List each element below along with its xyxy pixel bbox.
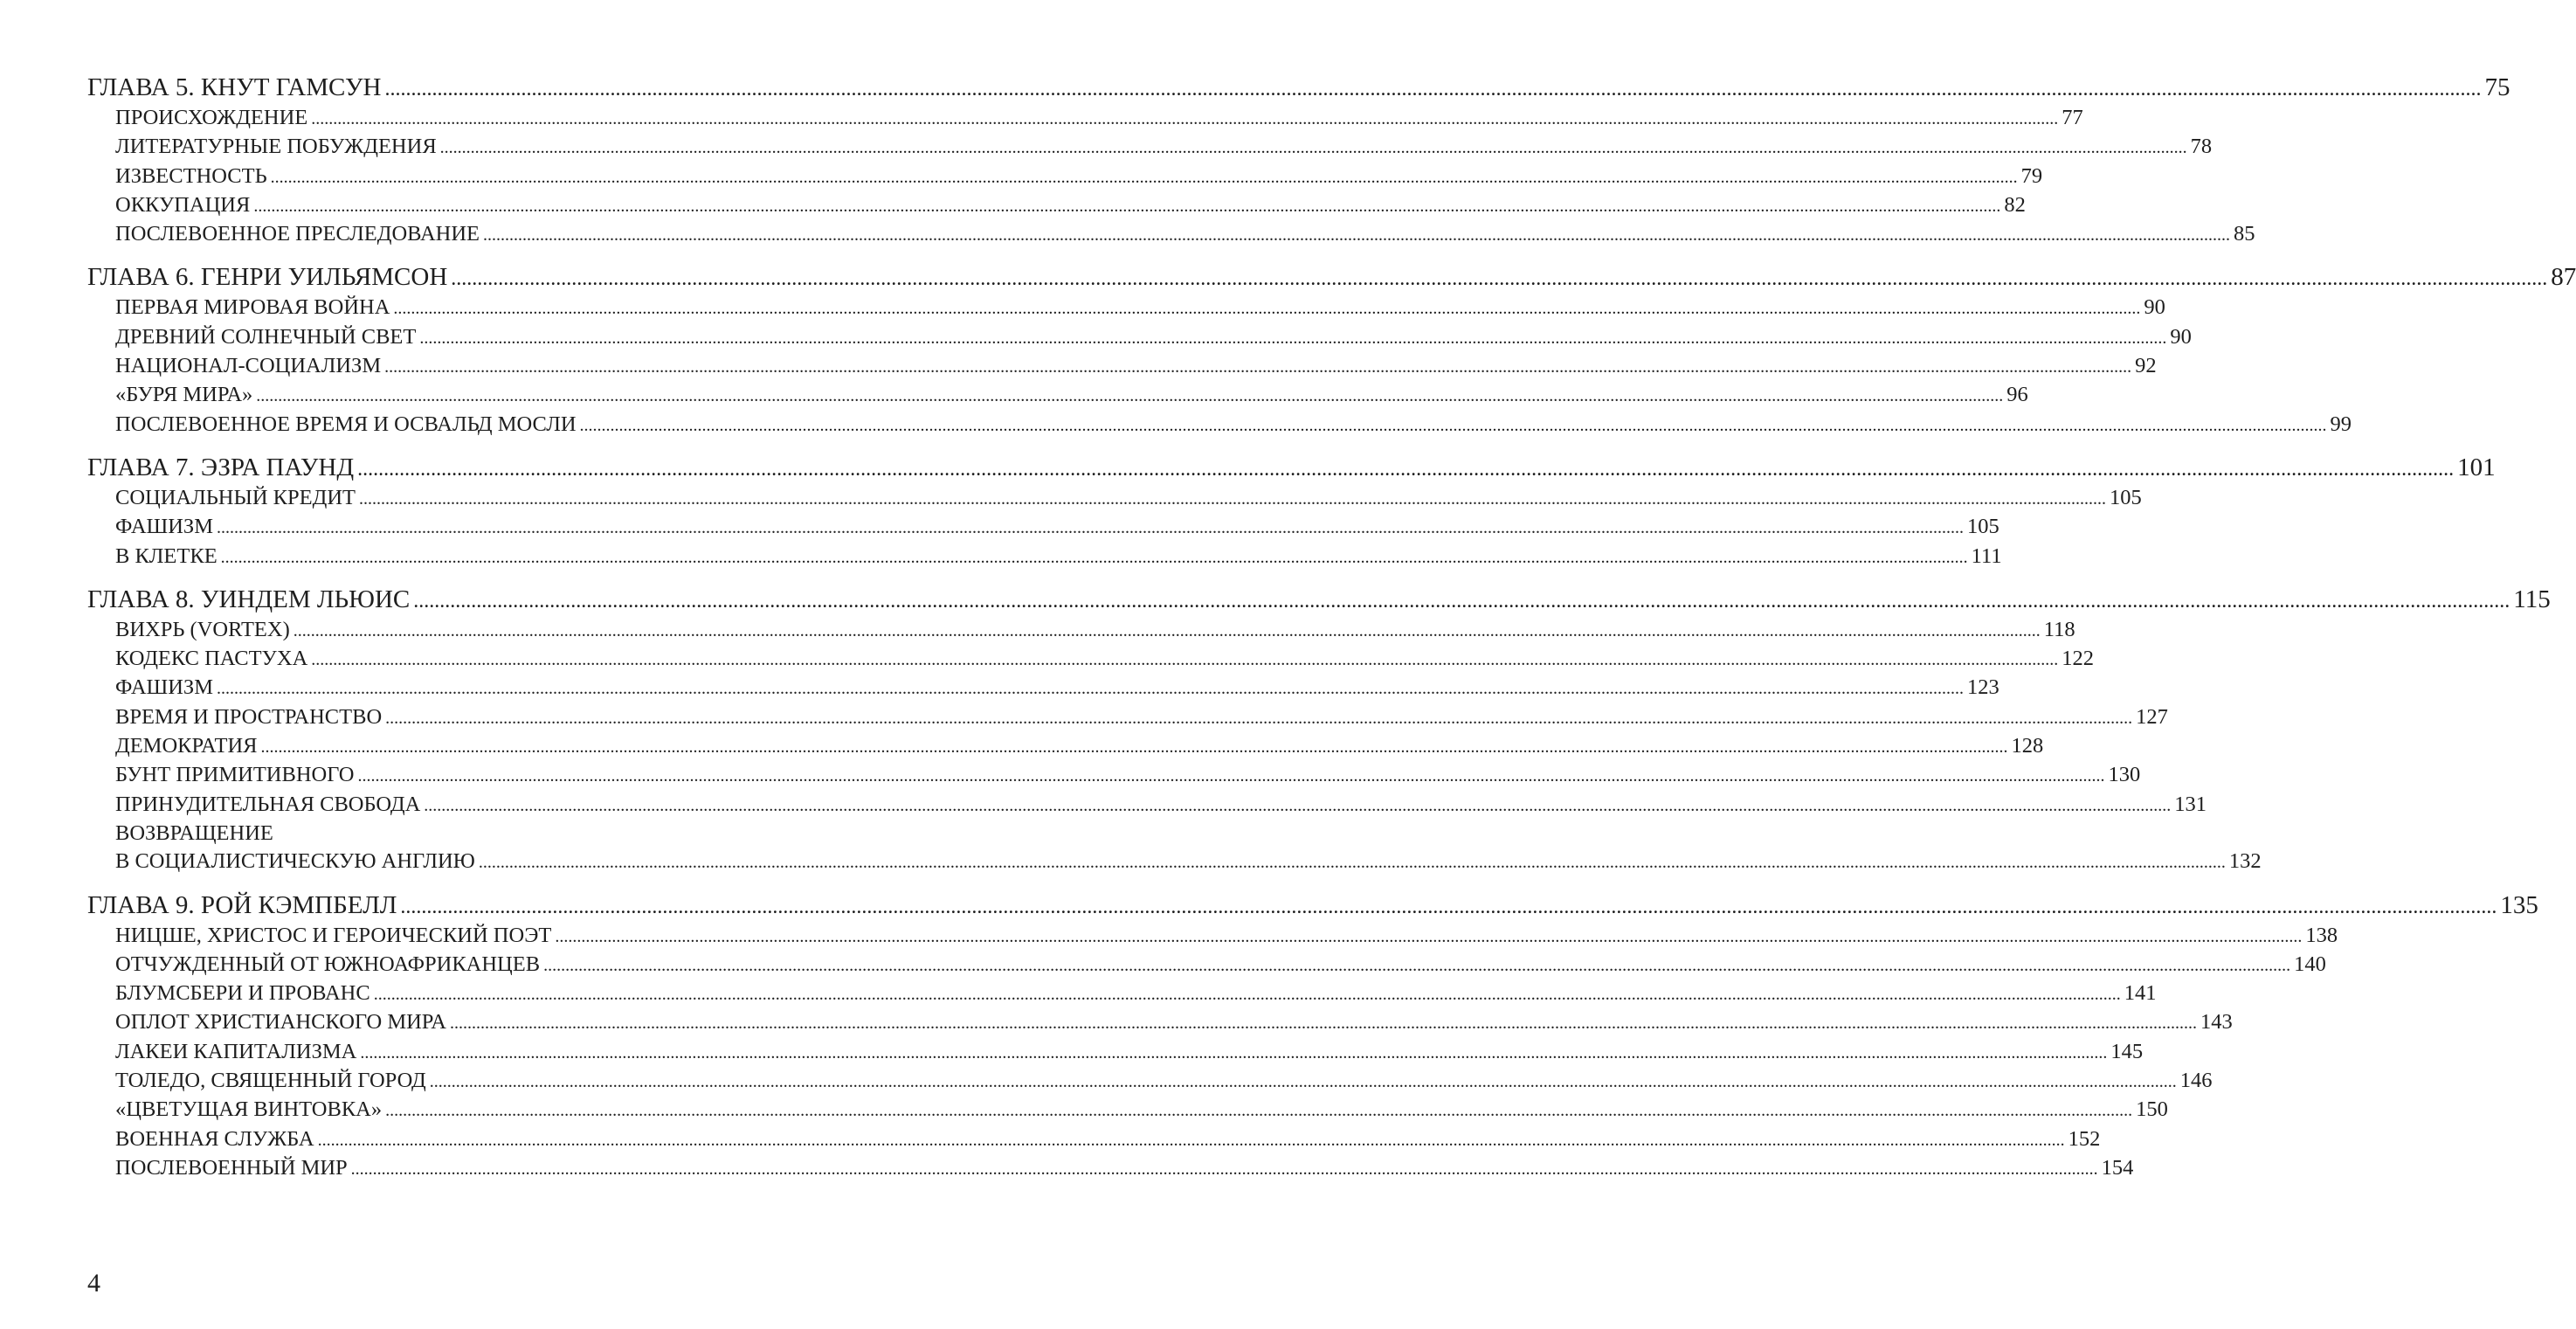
toc-section xyxy=(87,133,2213,162)
dot-leader: ................................................................................................................................................................................................................................................................................................................................................................................................................ xyxy=(424,795,2172,815)
toc-chapter xyxy=(87,73,2510,104)
dot-leader: ................................................................................................................................................................................................................................................................................................................................................................................................................ xyxy=(483,225,2231,246)
toc-section xyxy=(87,1067,2213,1096)
toc-entry-page: 78 xyxy=(2190,135,2213,159)
toc-entry-title: НАЦИОНАЛ-СОЦИАЛИЗМ xyxy=(115,354,382,378)
toc-entry-page: 85 xyxy=(2234,222,2255,246)
toc-section xyxy=(87,220,2255,249)
toc-entry-title: ПЕРВАЯ МИРОВАЯ ВОЙНА xyxy=(115,295,390,320)
dot-leader: ................................................................................................................................................................................................................................................................................................................................................................................................................ xyxy=(293,620,2041,640)
toc-section xyxy=(87,1008,2233,1037)
dot-leader: ................................................................................................................................................................................................................................................................................................................................................................................................................ xyxy=(385,708,2133,728)
dot-leader: ................................................................................................................................................................................................................................................................................................................................................................................................................ xyxy=(478,853,2226,873)
toc-entry-title: «ЦВЕТУЩАЯ ВИНТОВКА» xyxy=(115,1097,383,1122)
dot-leader: ................................................................................................................................................................................................................................................................................................................................................................................................................ xyxy=(350,1159,2098,1179)
toc-entry-title: ГЛАВА 8. УИНДЕМ ЛЬЮИС xyxy=(87,585,411,613)
toc-entry-title: ГЛАВА 6. ГЕНРИ УИЛЬЯМСОН xyxy=(87,263,448,292)
toc-section xyxy=(87,411,2352,440)
toc-section xyxy=(87,922,2338,951)
dot-leader: ................................................................................................................................................................................................................................................................................................................................................................................................................ xyxy=(358,488,2106,509)
toc-entry-page: 141 xyxy=(2124,981,2157,1006)
dot-leader: ................................................................................................................................................................................................................................................................................................................................................................................................................ xyxy=(256,386,2004,406)
toc-entry-page: 135 xyxy=(2500,890,2538,919)
dot-leader: ................................................................................................................................................................................................................................................................................................................................................................................................................ xyxy=(385,1101,2133,1121)
toc-entry-title: ПОСЛЕВОЕННОЕ ВРЕМЯ И ОСВАЛЬД МОСЛИ xyxy=(115,412,577,436)
dot-leader: ................................................................................................................................................................................................................................................................................................................................................................................................................ xyxy=(311,109,2059,128)
toc-entry-title: ОПЛОТ ХРИСТИАНСКОГО МИРА xyxy=(115,1010,446,1035)
dot-leader: ................................................................................................................................................................................................................................................................................................................................................................................................................ xyxy=(253,196,2001,216)
toc-section xyxy=(87,791,2207,820)
dot-leader: ................................................................................................................................................................................................................................................................................................................................................................................................................ xyxy=(393,299,2141,319)
dot-leader: ................................................................................................................................................................................................................................................................................................................................................................................................................ xyxy=(317,1130,2065,1150)
dot-leader: ................................................................................................................................................................................................................................................................................................................................................................................................................ xyxy=(555,926,2303,946)
toc-section xyxy=(87,1125,2101,1154)
toc-entry-page: 75 xyxy=(2484,73,2510,101)
toc-entry-page: 123 xyxy=(1966,675,1999,700)
dot-leader: ................................................................................................................................................................................................................................................................................................................................................................................................................ xyxy=(384,357,2132,377)
toc-section xyxy=(87,761,2141,790)
toc-chapter xyxy=(87,585,2551,616)
dot-leader: ................................................................................................................................................................................................................................................................................................................................................................................................................ xyxy=(384,78,2482,100)
dot-leader: ................................................................................................................................................................................................................................................................................................................................................................................................................ xyxy=(373,985,2121,1005)
toc-entry-page: 140 xyxy=(2294,952,2326,976)
table-of-contents xyxy=(87,73,2576,1183)
toc-entry-page: 90 xyxy=(2170,324,2192,349)
dot-leader: ................................................................................................................................................................................................................................................................................................................................................................................................................ xyxy=(419,328,2167,348)
toc-entry-page: 115 xyxy=(2513,585,2551,613)
dot-leader: ................................................................................................................................................................................................................................................................................................................................................................................................................ xyxy=(216,518,1964,538)
dot-leader: ................................................................................................................................................................................................................................................................................................................................................................................................................ xyxy=(357,457,2455,481)
toc-entry-title: ПРИНУДИТЕЛЬНАЯ СВОБОДА xyxy=(115,792,421,816)
toc-entry-title: КОДЕКС ПАСТУХА xyxy=(115,647,308,671)
dot-leader: ................................................................................................................................................................................................................................................................................................................................................................................................................ xyxy=(220,547,1968,567)
dot-leader: ................................................................................................................................................................................................................................................................................................................................................................................................................ xyxy=(449,1014,2197,1034)
dot-leader: ................................................................................................................................................................................................................................................................................................................................................................................................................ xyxy=(543,955,2291,975)
toc-section xyxy=(87,191,2026,220)
toc-entry-title: ГЛАВА 5. КНУТ ГАМСУН xyxy=(87,73,382,101)
toc-section xyxy=(87,543,2002,571)
toc-entry-title: В КЛЕТКЕ xyxy=(115,543,218,568)
toc-entry-page: 143 xyxy=(2200,1010,2233,1035)
toc-chapter xyxy=(87,890,2538,922)
toc-entry-page: 118 xyxy=(2043,617,2075,641)
toc-chapter xyxy=(87,453,2496,484)
toc-entry-page: 154 xyxy=(2101,1155,2134,1180)
toc-entry-title: ГЛАВА 7. ЭЗРА ПАУНД xyxy=(87,453,355,481)
toc-section xyxy=(87,1154,2134,1183)
dot-leader: ................................................................................................................................................................................................................................................................................................................................................................................................................ xyxy=(216,679,1964,699)
toc-entry-first-line: ВОЗВРАЩЕНИЕ xyxy=(115,820,273,845)
toc-section xyxy=(87,323,2192,352)
toc-entry-page: 111 xyxy=(1971,543,2002,568)
toc-entry-page: 82 xyxy=(2004,192,2026,217)
dot-leader: ................................................................................................................................................................................................................................................................................................................................................................................................................ xyxy=(360,1042,2108,1063)
toc-section xyxy=(87,1096,2168,1125)
dot-leader: ................................................................................................................................................................................................................................................................................................................................................................................................................ xyxy=(357,766,2105,786)
toc-entry-title: ПОСЛЕВОЕННОЕ ПРЕСЛЕДОВАНИЕ xyxy=(115,222,480,246)
toc-section xyxy=(87,484,2142,513)
dot-leader: ................................................................................................................................................................................................................................................................................................................................................................................................................ xyxy=(451,267,2548,291)
toc-entry-page: 131 xyxy=(2174,792,2207,816)
toc-entry-title: ФАШИЗМ xyxy=(115,515,213,539)
dot-leader: ................................................................................................................................................................................................................................................................................................................................................................................................................ xyxy=(260,737,2008,758)
toc-section xyxy=(87,163,2043,191)
toc-entry-title: ИЗВЕСТНОСТЬ xyxy=(115,163,267,188)
toc-entry-page: 128 xyxy=(2011,734,2044,758)
toc-section xyxy=(87,645,2095,674)
dot-leader: ................................................................................................................................................................................................................................................................................................................................................................................................................ xyxy=(439,138,2187,158)
toc-entry-title: ПОСЛЕВОЕННЫЙ МИР xyxy=(115,1155,348,1180)
toc-entry-title: «БУРЯ МИРА» xyxy=(115,383,253,407)
page-number: 4 xyxy=(87,1269,100,1298)
toc-section xyxy=(87,979,2157,1008)
toc-entry-page: 105 xyxy=(2109,485,2142,509)
toc-section xyxy=(87,616,2075,645)
toc-section xyxy=(87,703,2168,732)
toc-chapter xyxy=(87,263,2576,294)
toc-entry-title: СОЦИАЛЬНЫЙ КРЕДИТ xyxy=(115,485,356,509)
toc-entry-title: БЛУМСБЕРИ И ПРОВАНС xyxy=(115,981,370,1006)
toc-entry-title: ЛАКЕИ КАПИТАЛИЗМА xyxy=(115,1039,357,1063)
dot-leader: ................................................................................................................................................................................................................................................................................................................................................................................................................ xyxy=(579,415,2327,435)
toc-entry-page: 152 xyxy=(2068,1126,2101,1151)
toc-entry-page: 130 xyxy=(2108,763,2141,787)
toc-entry-title: ДРЕВНИЙ СОЛНЕЧНЫЙ СВЕТ xyxy=(115,324,417,349)
toc-section xyxy=(87,104,2083,133)
dot-leader: ................................................................................................................................................................................................................................................................................................................................................................................................................ xyxy=(429,1072,2177,1092)
toc-section xyxy=(87,848,2262,876)
toc-entry-page: 90 xyxy=(2144,295,2165,320)
toc-entry-page: 132 xyxy=(2228,849,2262,874)
toc-entry-page: 105 xyxy=(1966,515,1999,539)
toc-entry-title: ОТЧУЖДЕННЫЙ ОТ ЮЖНОАФРИКАНЦЕВ xyxy=(115,952,541,976)
toc-section xyxy=(87,352,2157,381)
toc-entry-title: ЛИТЕРАТУРНЫЕ ПОБУЖДЕНИЯ xyxy=(115,135,437,159)
toc-section xyxy=(87,951,2326,979)
toc-entry-title: ПРОИСХОЖДЕНИЕ xyxy=(115,106,308,129)
toc-entry-title: ТОЛЕДО, СВЯЩЕННЫЙ ГОРОД xyxy=(115,1069,426,1093)
toc-section xyxy=(87,674,1999,703)
toc-section xyxy=(87,294,2165,322)
toc-entry-page: 145 xyxy=(2110,1039,2144,1063)
toc-entry-page: 92 xyxy=(2135,354,2157,378)
toc-entry-title: ВИХРЬ (VORTEX) xyxy=(115,617,290,641)
toc-section xyxy=(87,1038,2144,1067)
toc-entry-page: 99 xyxy=(2330,412,2352,436)
toc-entry-page: 138 xyxy=(2305,923,2338,947)
toc-entry-title: ФАШИЗМ xyxy=(115,675,213,700)
toc-entry-page: 127 xyxy=(2136,704,2168,729)
toc-entry-title: ВРЕМЯ И ПРОСТРАНСТВО xyxy=(115,704,383,729)
toc-entry-page: 150 xyxy=(2136,1097,2168,1122)
toc-entry-title: НИЦШЕ, ХРИСТОС И ГЕРОИЧЕСКИЙ ПОЭТ xyxy=(115,923,552,947)
toc-entry-page: 77 xyxy=(2061,106,2083,129)
toc-section xyxy=(87,732,2044,761)
toc-entry-title: ВОЕННАЯ СЛУЖБА xyxy=(115,1126,314,1151)
toc-entry-title: В СОЦИАЛИСТИЧЕСКУЮ АНГЛИЮ xyxy=(115,849,475,874)
toc-section xyxy=(87,381,2028,410)
toc-entry-title: ДЕМОКРАТИЯ xyxy=(115,734,258,758)
toc-entry-page: 79 xyxy=(2020,163,2043,188)
dot-leader: ................................................................................................................................................................................................................................................................................................................................................................................................................ xyxy=(413,589,2510,613)
toc-entry-title: БУНТ ПРИМИТИВНОГО xyxy=(115,763,355,787)
dot-leader: ................................................................................................................................................................................................................................................................................................................................................................................................................ xyxy=(270,167,2018,187)
toc-entry-page: 146 xyxy=(2179,1069,2213,1093)
toc-entry-page: 122 xyxy=(2061,647,2095,671)
toc-entry-title: ГЛАВА 9. РОЙ КЭМПБЕЛЛ xyxy=(87,890,397,919)
toc-section xyxy=(87,513,1999,542)
toc-entry-page: 87 xyxy=(2551,263,2576,292)
toc-entry-page: 96 xyxy=(2006,383,2028,407)
dot-leader: ................................................................................................................................................................................................................................................................................................................................................................................................................ xyxy=(311,650,2059,670)
toc-entry-title: ОККУПАЦИЯ xyxy=(115,192,251,217)
dot-leader: ................................................................................................................................................................................................................................................................................................................................................................................................................ xyxy=(400,895,2497,918)
toc-entry-page: 101 xyxy=(2457,453,2496,481)
